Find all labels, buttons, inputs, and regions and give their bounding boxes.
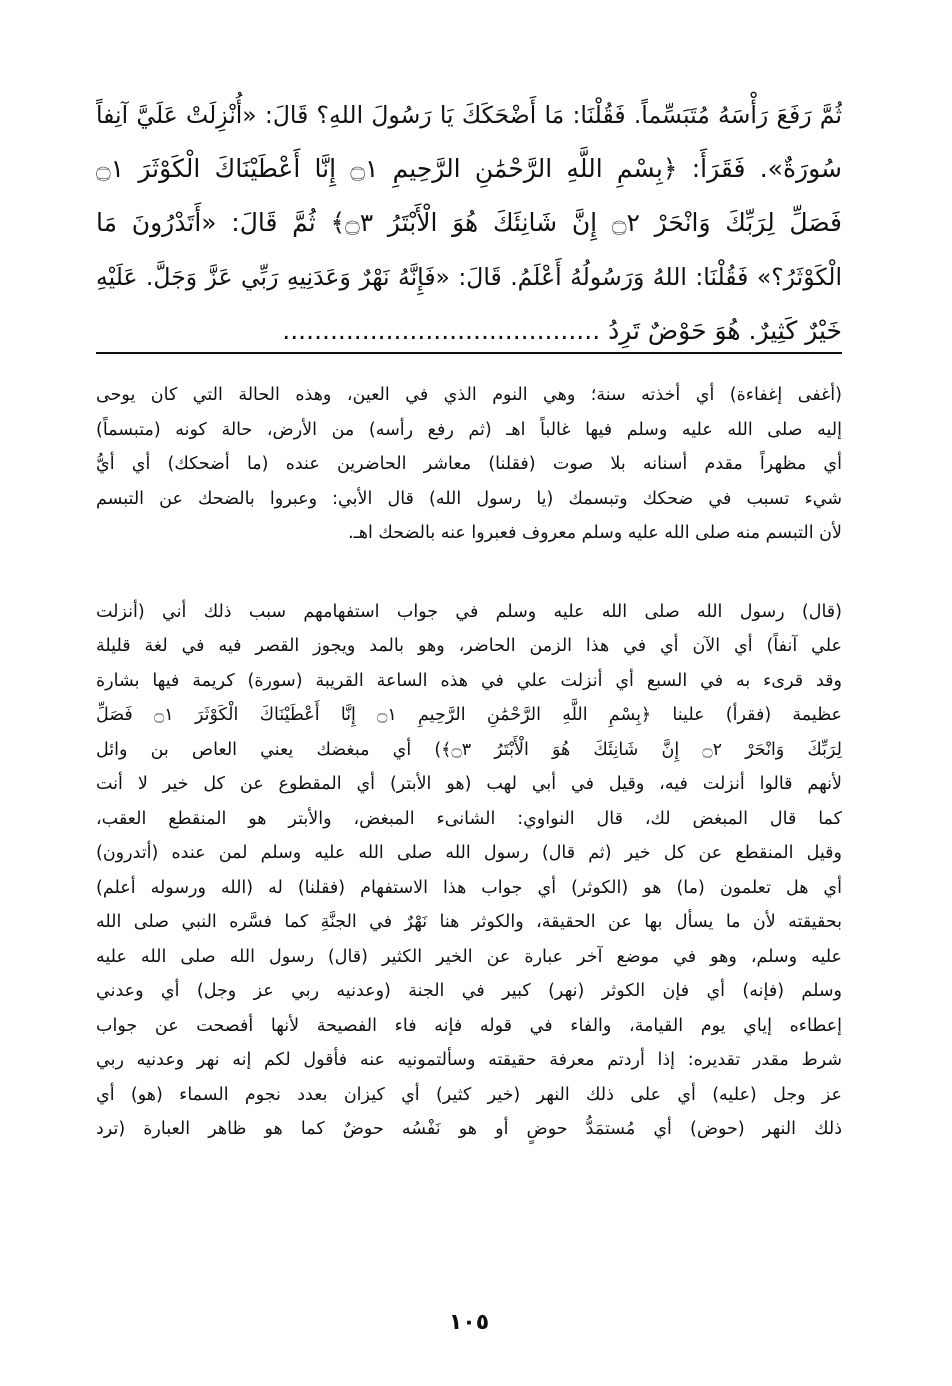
commentary-line: أي مظهراً مقدم أسنانه بلا صوت (فقلنا) معاشر الحاضرين عنده (ما أضحكك) أي أيُّ [96,454,842,474]
commentary-paragraph-2 [96,595,842,1147]
hadith-line: خَيْرٌ كَثِيرٌ. هُوَ حَوْضٌ تَرِدُ ........................................ [282,316,842,345]
commentary-line: إعطاءه إياي يوم القيامة، والفاء في قوله فإنه فاء الفصيحة لأنها أفصحت عن جواب [96,1015,842,1036]
commentary-text [96,378,842,1147]
commentary-line: وقيل المنقطع عن كل خير (ثم قال) رسول الله صلى الله عليه وسلم لمن عنده (أتدرون) [96,843,842,863]
hadith-text [96,88,842,358]
hadith-line: ثُمَّ رَفَعَ رَأْسَهُ مُتَبَسِّماً. فَقُلْنَا: مَا أَضْحَكَكَ يَا رَسُولَ اللهِ؟ قَالَ: «أُنْزِلَتْ عَلَيَّ آنِفاً [96,101,842,129]
commentary-line: شيء تسبب في ضحكك وتبسمك (يا رسول الله) قال الأبي: وعبروا بالضحك عن التبسم [96,488,842,509]
hadith-line: الْكَوْثَرُ؟» فَقُلْنَا: اللهُ وَرَسُولُهُ أَعْلَمُ. قَالَ: «فَإِنَّهُ نَهْرٌ وَعَدَنِيهِ رَبِّي عَزَّ وَجَلَّ. عَلَيْهِ [96,263,842,291]
commentary-line: أي هل تعلمون (ما) هو (الكوثر) أي جواب هذا الاستفهام (فقلنا) له (الله ورسوله أعلم) [96,877,842,898]
commentary-line: كما قال المبغض لك، قال النواوي: الشانىء المبغض، والأبتر هو المنقطع العقب، [96,808,842,829]
commentary-line: بحقيقته لأن ما يسأل بها عن الحقيقة، والكوثر هنا نَهْرٌ في الجنَّةِ كما فسَّره النبي صلى الله [96,912,842,932]
separator-rule [96,352,842,354]
page-number: ١٠٥ [448,1310,490,1335]
commentary-line: لأن التبسم منه صلى الله عليه وسلم معروف فعبروا عنه بالضحك اهـ. [348,523,842,543]
commentary-line: عليه وسلم، وهو في موضع آخر عبارة عن الخير الكثير (قال) رسول الله صلى الله عليه [96,946,842,967]
commentary-line: علي آنفاً) أي الآن أي في هذا الزمن الحاضر، وهو بالمد ويجوز القصر فيه في لغة قليلة [96,636,842,656]
commentary-line: إليه صلى الله عليه وسلم فيها غالباً اهـ (ثم رفع رأسه) من الأرض، حالة كونه (متبسماً) [96,419,842,440]
commentary-line: عظيمة (فقرأ) علينا ﴿بِسْمِ اللَّهِ الرَّحْمَٰنِ الرَّحِيمِ ۝١ إِنَّا أَعْطَيْنَاكَ الْكَوْثَرَ ۝١ فَصَلِّ [96,705,842,725]
commentary-line: ذلك النهر (حوض) أي مُستمَدُّ حوضٍ أو هو نَفْسُه حوضٌ كما هو ظاهر العبارة (ترد [96,1119,842,1139]
commentary-line: (أغفى إغفاءة) أي أخذته سنة؛ وهي النوم الذي في العين، وهذه الحالة التي كان يوحى [96,385,842,405]
commentary-line: وسلم (فإنه) أي فإن الكوثر (نهر) كبير في الجنة (وعدنيه ربي عز وجل) أي وعدني [96,981,842,1001]
hadith-line: فَصَلِّ لِرَبِّكَ وَانْحَرْ ۝٢ إِنَّ شَانِئَكَ هُوَ الْأَبْتَرُ ۝٣﴾ ثُمَّ قَالَ: «أَتَدْرُونَ مَا [96,208,842,237]
commentary-line: لأنهم قالوا أنزلت فيه، وقيل في أبي لهب (هو الأبتر) أي المقطوع عن كل خير لا أنت [96,774,842,794]
commentary-paragraph-1 [96,378,842,551]
commentary-line: شرط مقدر تقديره: إذا أردتم معرفة حقيقته وسألتمونيه عنه فأقول لكم إنه نهر وعدنيه ربي [96,1050,842,1070]
commentary-line: وقد قرىء به في السبع أي أنزلت علي في هذه الساعة القريبة (سورة) كريمة فيها بشارة [96,670,842,691]
commentary-line: (قال) رسول الله صلى الله عليه وسلم في جواب استفهامهم سبب ذلك أني (أنزلت [96,601,842,622]
book-page [96,88,842,1358]
hadith-line: سُورَةٌ». فَقَرَأَ: ﴿بِسْمِ اللَّهِ الرَّحْمَٰنِ الرَّحِيمِ ۝١ إِنَّا أَعْطَيْنَاكَ الْكَوْثَرَ ۝١ [96,154,842,183]
commentary-line: عز وجل (عليه) أي على ذلك النهر (خير كثير) أي كيزان بعدد نجوم السماء (هو) أي [96,1084,842,1105]
commentary-line: لِرَبِّكَ وَانْحَرْ ۝٢ إِنَّ شَانِئَكَ هُوَ الْأَبْتَرُ ۝٣﴾) أي مبغضك يعني العاص بن وائل [96,739,842,760]
